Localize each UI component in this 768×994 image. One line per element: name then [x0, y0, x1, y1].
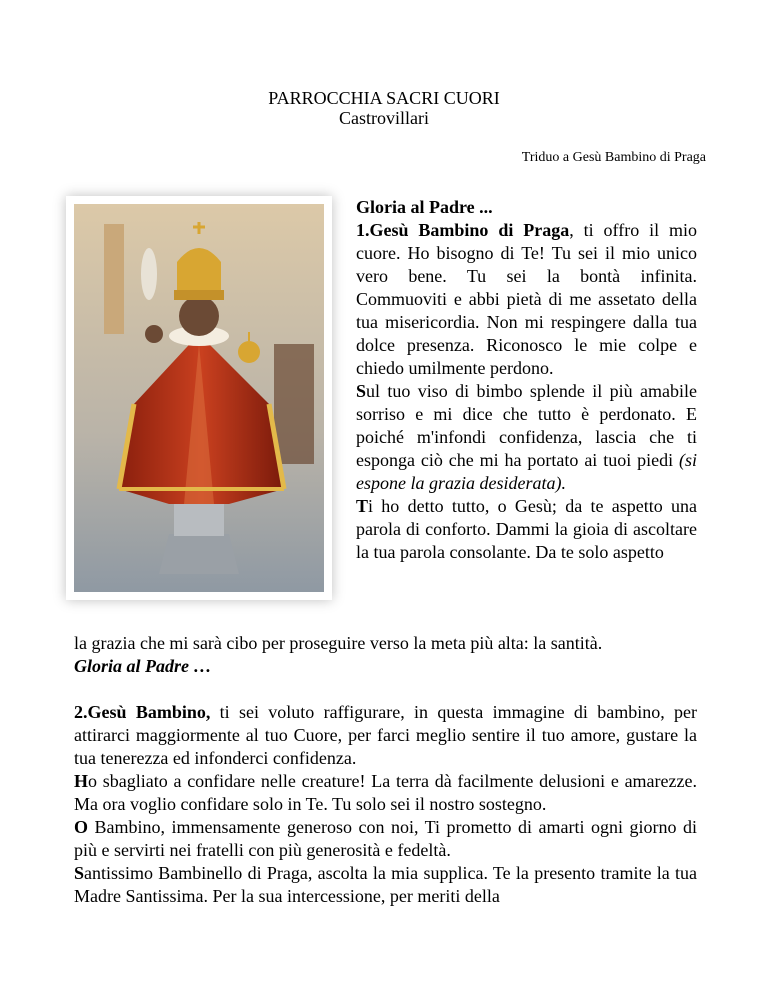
paragraph-3-text: i ho detto tutto, o Gesù; da te aspetto una parola di conforto. Dammi la gioia di ascoltare la tua parola consolante. Da te solo aspetto [356, 496, 697, 562]
paragraph-5 [74, 770, 697, 816]
paragraph-3 [356, 495, 697, 564]
drop-initial: S [356, 381, 367, 401]
paragraph-2 [356, 380, 697, 495]
gloria-heading-2: Gloria al Padre … [74, 656, 212, 676]
section-2-title: 2.Gesù Bambino, [74, 702, 211, 722]
drop-initial: T [356, 496, 369, 516]
prayer-full-width [74, 632, 697, 908]
paragraph-7-text: antissimo Bambinello di Praga, ascolta la mia supplica. Te la presento tramite la tua Madre Santissima. Per la sua intercessione, per meriti della [74, 863, 697, 906]
paragraph-2-text: ul tuo viso di bimbo splende il più amabile sorriso e mi dice che tutto è perdonato. E poiché m'infondi confidenza, lascia che ti esponga ciò che mi ha portato ai tuoi piedi [356, 381, 697, 470]
paragraph-4 [74, 701, 697, 770]
prayer-column [356, 196, 697, 564]
infant-jesus-of-prague-icon [74, 204, 324, 592]
town-name: Castrovillari [339, 108, 429, 128]
paragraph-6-text: Bambino, immensamente generoso con noi, Ti prometto di amarti ogni giorno di più e servirti nei fratelli con più generosità e fedeltà. [74, 817, 697, 860]
gloria-heading-1: Gloria al Padre ... [356, 197, 493, 217]
paragraph-6 [74, 816, 697, 862]
paragraph-5-text: o sbagliato a confidare nelle creature! La terra dà facilmente delusioni e amarezze. Ma ora voglio confidare solo in Te. Tu solo sei il nostro sostegno. [74, 771, 697, 814]
drop-initial: S [74, 863, 85, 883]
drop-initial: O [74, 817, 89, 837]
paragraph-2-italic: (si espone la grazia desiderata). [356, 450, 697, 493]
paragraph-4-text: ti sei voluto raffigurare, in questa immagine di bambino, per attirarci maggiormente al tuo Cuore, per farci meglio sentire il tuo amore, gustare la tua tenerezza ed infonderci confidenza. [74, 702, 697, 768]
paragraph-1 [356, 219, 697, 380]
document-subtitle: Triduo a Gesù Bambino di Praga [521, 150, 706, 165]
paragraph-3-continued: la grazia che mi sarà cibo per proseguire verso la meta più alta: la santità. [74, 633, 603, 653]
drop-initial: H [74, 771, 89, 791]
paragraph-1-text: , ti offro il mio cuore. Ho bisogno di Te! Tu sei il mio unico vero bene. Tu sei la bontà infinita. Commuoviti e abbi pietà di me assetato della tua misericordia. Non mi respingere dalla tua dolce presenza. Riconosco le mie colpe e chiedo umilmente perdono. [356, 220, 697, 378]
paragraph-7 [74, 862, 697, 908]
parish-title: PARROCCHIA SACRI CUORI [268, 88, 500, 108]
infant-jesus-photo [66, 196, 332, 600]
section-1-title: 1.Gesù Bambino di Praga [356, 220, 570, 240]
